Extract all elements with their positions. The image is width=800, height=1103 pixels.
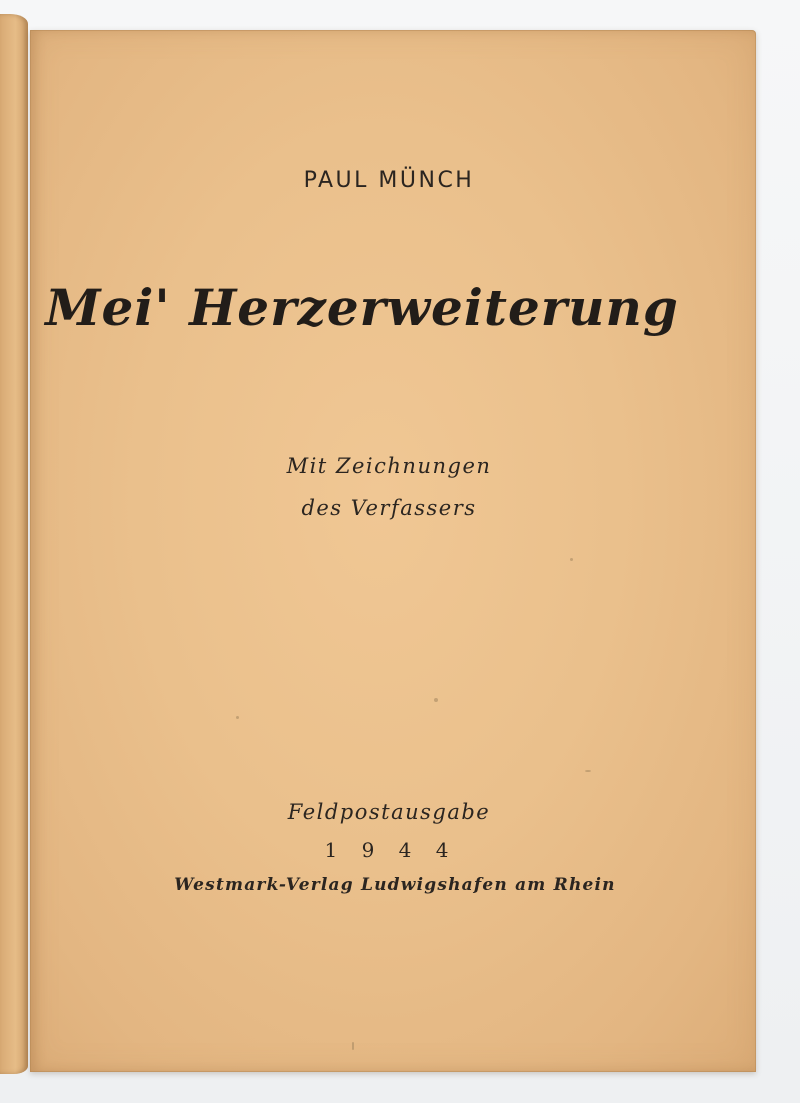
paper-speck bbox=[236, 716, 239, 719]
author-name: PAUL MÜNCH bbox=[303, 168, 475, 193]
subtitle-line-1: Mit Zeichnungen bbox=[286, 454, 492, 478]
paper-speck bbox=[352, 1042, 354, 1050]
subtitle-line-2: des Verfassers bbox=[301, 496, 477, 520]
title-page bbox=[30, 30, 756, 1072]
publication-year: 1 9 4 4 bbox=[324, 838, 458, 862]
book-title: Mei' Herzerweiterung bbox=[45, 278, 679, 337]
paper-speck bbox=[434, 698, 438, 702]
publisher-line: Westmark-Verlag Ludwigshafen am Rhein bbox=[174, 875, 616, 895]
edition-label: Feldpostausgabe bbox=[287, 800, 491, 824]
paper-speck bbox=[585, 770, 591, 772]
paper-speck bbox=[570, 558, 573, 561]
left-page-edge bbox=[0, 14, 28, 1074]
